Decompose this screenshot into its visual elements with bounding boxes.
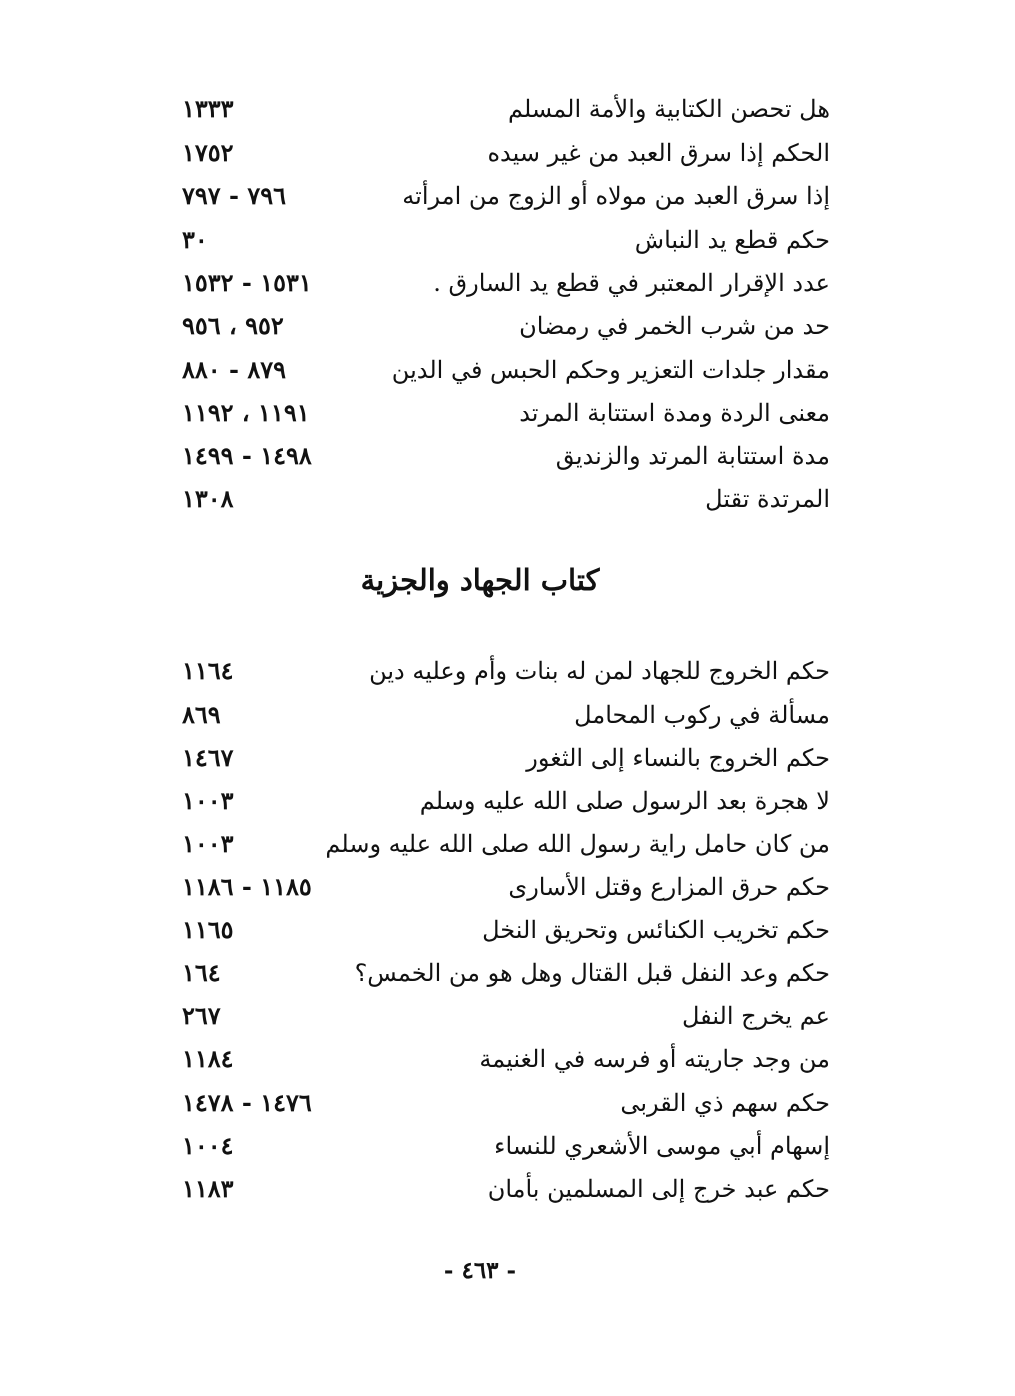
index-entry: [130, 996, 830, 1036]
entry-title: مسألة في ركوب المحامل: [574, 701, 830, 729]
entry-page-numbers: ١٤٩٨ - ١٤٩٩: [182, 441, 312, 470]
entry-title: حكم سهم ذي القربى: [620, 1089, 830, 1117]
entry-page-numbers: ١٧٥٢: [182, 138, 234, 167]
entry-page-numbers: ١١٦٤: [182, 656, 234, 685]
entry-title: لا هجرة بعد الرسول صلى الله عليه وسلم: [419, 787, 830, 815]
entry-page-numbers: ٨٧٩ - ٨٨٠: [182, 355, 287, 384]
index-entry: [130, 1126, 830, 1166]
entry-title: الحكم إذا سرق العبد من غير سيده: [487, 139, 830, 167]
entry-page-numbers: ١١٩١ ، ١١٩٢: [182, 398, 310, 427]
index-entry: [130, 133, 830, 173]
entry-title: حد من شرب الخمر في رمضان: [519, 312, 830, 340]
entry-page-numbers: ١١٦٥: [182, 915, 234, 944]
entry-title: مدة استتابة المرتد والزنديق: [555, 442, 830, 470]
index-entry: [130, 1169, 830, 1209]
entry-page-numbers: ١٠٠٤: [182, 1131, 234, 1160]
index-entry: [130, 1083, 830, 1123]
index-entry: [130, 910, 830, 950]
entry-page-numbers: ١٤٧٦ - ١٤٧٨: [182, 1088, 312, 1117]
index-entry: [130, 479, 830, 519]
index-entry: [130, 306, 830, 346]
index-entry: [130, 176, 830, 216]
index-entry: [130, 867, 830, 907]
entry-title: معنى الردة ومدة استتابة المرتد: [519, 399, 830, 427]
entry-page-numbers: ٧٩٦ - ٧٩٧: [182, 181, 287, 210]
index-entry: [130, 953, 830, 993]
entry-page-numbers: ١٣٣٣: [182, 94, 234, 123]
index-entry: [130, 781, 830, 821]
entry-page-numbers: ٢٦٧: [182, 1001, 221, 1030]
index-entry: [130, 738, 830, 778]
entry-title: حكم تخريب الكنائس وتحريق النخل: [482, 916, 830, 944]
entry-title: هل تحصن الكتابية والأمة المسلم: [507, 95, 830, 123]
entry-page-numbers: ١١٨٣: [182, 1174, 234, 1203]
index-entry: [130, 824, 830, 864]
index-entry: [130, 220, 830, 260]
entry-title: عدد الإقرار المعتبر في قطع يد السارق .: [433, 269, 830, 297]
entry-title: حكم الخروج للجهاد لمن له بنات وأم وعليه دين: [369, 657, 830, 685]
entry-title: حكم عبد خرج إلى المسلمين بأمان: [487, 1175, 830, 1203]
section-heading: كتاب الجهاد والجزية: [360, 563, 600, 597]
entry-page-numbers: ٨٦٩: [182, 700, 221, 729]
entry-page-numbers: ١٤٦٧: [182, 743, 234, 772]
entry-title: حكم حرق المزارع وقتل الأسارى: [508, 873, 830, 901]
entry-page-numbers: ١٠٠٣: [182, 786, 234, 815]
page-number: - ٤٦٣ -: [443, 1257, 517, 1284]
entry-page-numbers: ١٣٠٨: [182, 484, 234, 513]
index-entry: [130, 89, 830, 129]
entry-title: من وجد جاريته أو فرسه في الغنيمة: [479, 1045, 830, 1073]
index-entry: [130, 695, 830, 735]
index-entry: [130, 263, 830, 303]
index-entry: [130, 350, 830, 390]
entry-title: حكم قطع يد النباش: [634, 226, 830, 254]
index-entry: [130, 436, 830, 476]
entry-title: من كان حامل راية رسول الله صلى الله عليه وسلم: [325, 830, 830, 858]
entry-page-numbers: ١٦٤: [182, 958, 221, 987]
entry-page-numbers: ٩٥٢ ، ٩٥٦: [182, 311, 284, 340]
entry-title: إسهام أبي موسى الأشعري للنساء: [494, 1132, 830, 1160]
entry-title: المرتدة تقتل: [705, 485, 830, 513]
entry-page-numbers: ١٥٣١ - ١٥٣٢: [182, 268, 312, 297]
index-entry: [130, 651, 830, 691]
entry-title: حكم وعد النفل قبل القتال وهل هو من الخمس؟: [354, 959, 830, 987]
entry-title: إذا سرق العبد من مولاه أو الزوج من امرأته: [402, 182, 830, 210]
index-entry: [130, 393, 830, 433]
entry-page-numbers: ١١٨٤: [182, 1044, 234, 1073]
entry-page-numbers: ١٠٠٣: [182, 829, 234, 858]
entry-page-numbers: ٣٠: [182, 225, 208, 254]
entry-title: مقدار جلدات التعزير وحكم الحبس في الدين: [391, 356, 830, 384]
index-entry: [130, 1039, 830, 1079]
entry-title: حكم الخروج بالنساء إلى الثغور: [526, 744, 830, 772]
entry-page-numbers: ١١٨٥ - ١١٨٦: [182, 872, 312, 901]
entry-title: عم يخرج النفل: [682, 1002, 830, 1030]
